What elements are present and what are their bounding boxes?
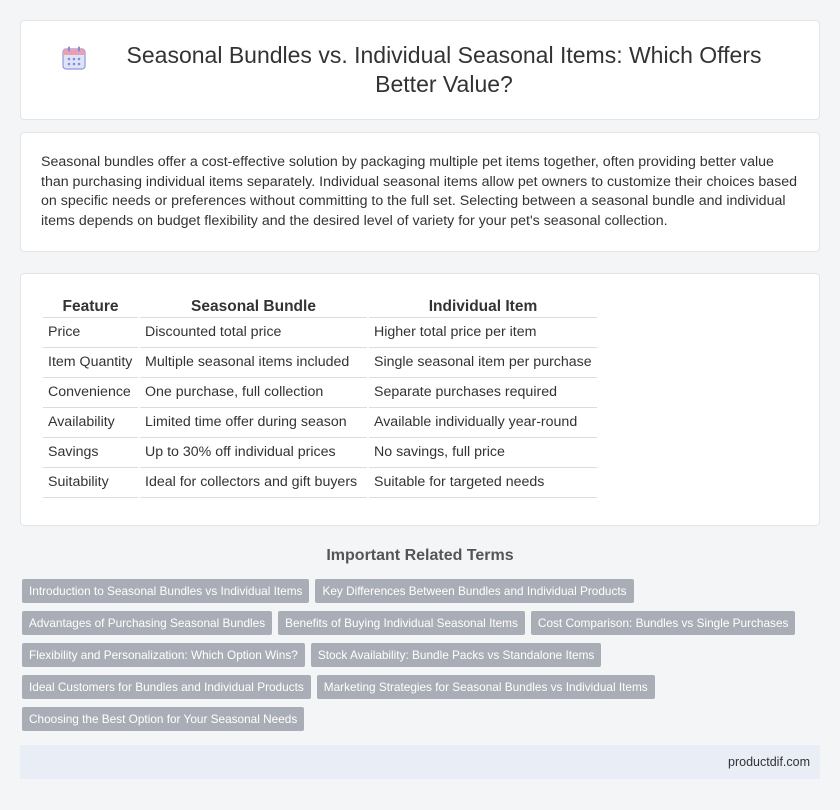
row-feature: Savings [43, 438, 138, 468]
intro-card [20, 132, 820, 252]
related-term-link[interactable]: Cost Comparison: Bundles vs Single Purchases [531, 611, 795, 635]
related-terms-heading: Important Related Terms [326, 547, 514, 564]
row-feature: Convenience [43, 378, 138, 408]
page-title: Seasonal Bundles vs. Individual Seasonal Items: Which Offers Better Value? [126, 42, 762, 97]
row-individual-value: Available individually year-round [369, 408, 597, 438]
header-feature: Feature [43, 296, 138, 318]
table-row [43, 378, 597, 408]
intro-paragraph: Seasonal bundles offer a cost-effective solution by packaging multiple pet items together, often providing better value than purchasing individual items separately. Individual seasonal items allow pet owners to customize their choices based on specific needs or preferences without committing to the full set. Selecting between a seasonal bundle and individual items depends on budget flexibility and the desired level of variety for your pet's seasonal collection. [41, 154, 798, 229]
table-row [43, 408, 597, 438]
row-individual-value: Separate purchases required [369, 378, 597, 408]
row-bundle-value: Limited time offer during season [140, 408, 367, 438]
related-term-link[interactable]: Introduction to Seasonal Bundles vs Individual Items [22, 579, 309, 603]
row-individual-value: Single seasonal item per purchase [369, 348, 597, 378]
related-term-link[interactable]: Stock Availability: Bundle Packs vs Standalone Items [311, 643, 602, 667]
row-feature: Availability [43, 408, 138, 438]
row-bundle-value: Up to 30% off individual prices [140, 438, 367, 468]
table-row [43, 318, 597, 348]
row-bundle-value: Ideal for collectors and gift buyers [140, 468, 367, 498]
row-individual-value: No savings, full price [369, 438, 597, 468]
calendar-icon [61, 45, 87, 71]
row-bundle-value: Multiple seasonal items included [140, 348, 367, 378]
related-term-link[interactable]: Choosing the Best Option for Your Seasonal Needs [22, 707, 304, 731]
row-bundle-value: Discounted total price [140, 318, 367, 348]
related-term-link[interactable]: Marketing Strategies for Seasonal Bundles vs Individual Items [317, 675, 655, 699]
header-seasonal-bundle: Seasonal Bundle [140, 296, 367, 318]
table-header-row [43, 296, 597, 318]
related-terms-list [22, 579, 822, 739]
row-feature: Suitability [43, 468, 138, 498]
row-bundle-value: One purchase, full collection [140, 378, 367, 408]
table-row [43, 438, 597, 468]
footer-site-name: productdif.com [728, 755, 810, 769]
comparison-table [41, 296, 599, 498]
row-individual-value: Higher total price per item [369, 318, 597, 348]
related-term-link[interactable]: Flexibility and Personalization: Which Option Wins? [22, 643, 305, 667]
header-individual-item: Individual Item [369, 296, 597, 318]
footer-bar [20, 745, 820, 779]
related-term-link[interactable]: Ideal Customers for Bundles and Individual Products [22, 675, 311, 699]
row-individual-value: Suitable for targeted needs [369, 468, 597, 498]
title-card [20, 20, 820, 120]
related-term-link[interactable]: Benefits of Buying Individual Seasonal Items [278, 611, 525, 635]
comparison-table-card [20, 273, 820, 526]
row-feature: Price [43, 318, 138, 348]
row-feature: Item Quantity [43, 348, 138, 378]
table-row [43, 348, 597, 378]
related-term-link[interactable]: Key Differences Between Bundles and Individual Products [315, 579, 633, 603]
related-term-link[interactable]: Advantages of Purchasing Seasonal Bundles [22, 611, 272, 635]
title-wrap [61, 41, 779, 99]
table-row [43, 468, 597, 498]
